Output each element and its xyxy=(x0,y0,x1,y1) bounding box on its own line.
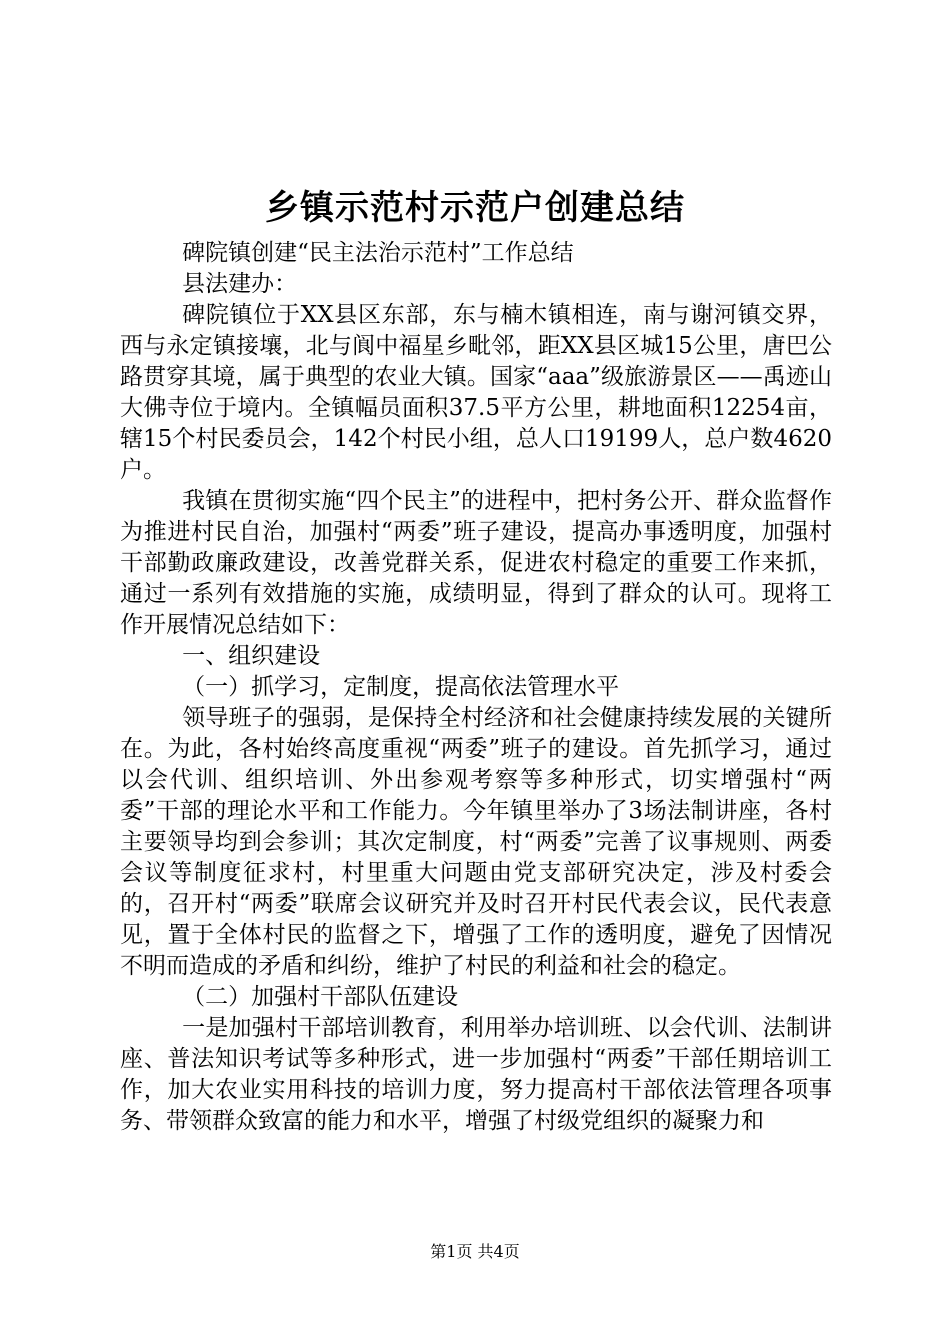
paragraph-subtitle: 碑院镇创建“民主法治示范村”工作总结 xyxy=(182,240,574,266)
subsection-heading-study-rules: （一）抓学习，定制度，提高依法管理水平 xyxy=(182,674,620,700)
document-title: 乡镇示范村示范户创建总结 xyxy=(265,188,685,228)
paragraph-cadre-training: 一是加强村干部培训教育，利用举办培训班、以会代训、法制讲座、普法知识考试等多种形式，进一步加强村“两委”干部任期培训工作，加大农业实用科技的培训力度，努力提高村干部依法管理各项事务、带领群众致富的能力和水平，增强了村级党组织的凝聚力和 xyxy=(120,1015,832,1134)
paragraph-town-overview: 碑院镇位于XX县区东部，东与楠木镇相连，南与谢河镇交界，西与永定镇接壤，北与阆中福星乡毗邻，距XX县区城15公里，唐巴公路贯穿其境，属于典型的农业大镇。国家“aaa”级旅游景区——禹迹山大佛寺位于境内。全镇幅员面积37.5平方公里，耕地面积12254亩，辖15个村民委员会，142个村民小组，总人口19199人，总户数4620户。 xyxy=(120,302,832,483)
subsection-heading-cadre-team: （二）加强村干部队伍建设 xyxy=(182,984,459,1010)
paragraph-introduction: 我镇在贯彻实施“四个民主”的进程中，把村务公开、群众监督作为推进村民自治，加强村“两委”班子建设，提高办事透明度，加强村干部勤政廉政建设，改善党群关系，促进农村稳定的重要工作来抓，通过一系列有效措施的实施，成绩明显，得到了群众的认可。现将工作开展情况总结如下： xyxy=(120,488,832,638)
page-number-footer: 第1页 共4页 xyxy=(430,1242,520,1261)
document-body xyxy=(120,238,832,1137)
section-heading-organization: 一、组织建设 xyxy=(182,643,321,669)
paragraph-addressee: 县法建办： xyxy=(182,271,298,297)
paragraph-leadership: 领导班子的强弱，是保持全村经济和社会健康持续发展的关键所在。为此，各村始终高度重视“两委”班子的建设。首先抓学习，通过以会代训、组织培训、外出参观考察等多种形式，切实增强村“两委”干部的理论水平和工作能力。今年镇里举办了3场法制讲座，各村主要领导均到会参训；其次定制度，村“两委”完善了议事规则、两委会议等制度征求村，村里重大问题由党支部研究决定，涉及村委会的，召开村“两委”联席会议研究并及时召开村民代表会议，民代表意见，置于全体村民的监督之下，增强了工作的透明度，避免了因情况不明而造成的矛盾和纠纷，维护了村民的利益和社会的稳定。 xyxy=(120,705,832,979)
